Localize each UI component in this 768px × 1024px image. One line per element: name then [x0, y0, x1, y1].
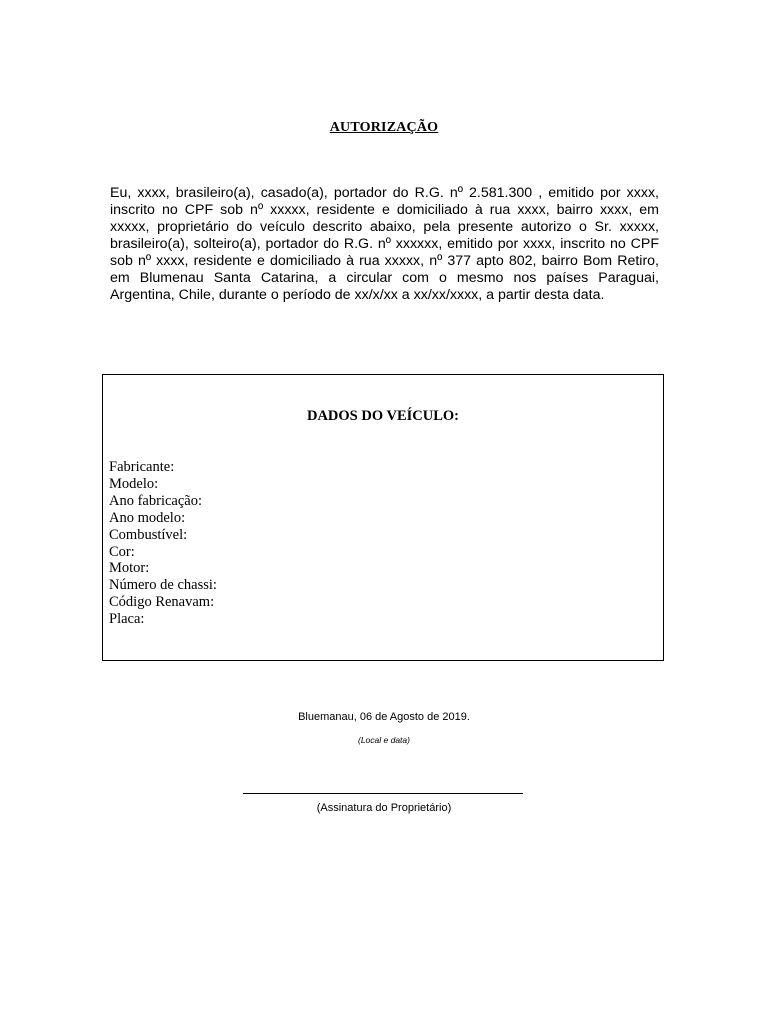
field-color: Cor: — [109, 543, 135, 560]
field-plate: Placa: — [109, 611, 145, 628]
place-and-date: Bluemanau, 06 de Agosto de 2019. — [298, 711, 470, 723]
signature-line — [243, 793, 523, 794]
field-chassis-number: Número de chassi: — [109, 577, 217, 594]
field-renavam-code: Código Renavam: — [109, 594, 215, 611]
field-model: Modelo: — [109, 475, 159, 492]
field-model-year: Ano modelo: — [109, 509, 186, 526]
field-manufacture-year: Ano fabricação: — [109, 492, 202, 509]
vehicle-data-box — [102, 374, 664, 661]
place-and-date-caption: (Local e data) — [358, 735, 410, 745]
field-manufacturer: Fabricante: — [109, 459, 175, 475]
vehicle-field-list — [109, 459, 217, 628]
field-engine: Motor: — [109, 560, 150, 577]
vehicle-data-heading: DADOS DO VEÍCULO: — [306, 408, 459, 424]
signature-caption: (Assinatura do Proprietário) — [316, 802, 452, 814]
field-fuel: Combustível: — [109, 526, 188, 543]
document-title: AUTORIZAÇÃO — [329, 120, 439, 135]
authorization-paragraph: Eu, xxxx, brasileiro(a), casado(a), portador do R.G. nº 2.581.300 , emitido por xxxx, inscrito no CPF sob nº xxxxx, residente e domiciliado à rua xxxx, bairro xxxx, em xxxxx, proprietário do veículo descrito abaixo, pela presente autorizo o Sr. xxxxx, brasileiro(a), solteiro(a), portador do R.G. nº xxxxxx, emitido por xxxx, inscrito no CPF sob nº xxxx, residente e domiciliado à rua xxxxx, nº 377 apto 802, bairro Bom Retiro, em Blumenau Santa Catarina, a circular com o mesmo nos países Paraguai, Argentina, Chile, durante o período de xx/x/xx a xx/xx/xxxx, a partir desta data. — [110, 185, 659, 303]
